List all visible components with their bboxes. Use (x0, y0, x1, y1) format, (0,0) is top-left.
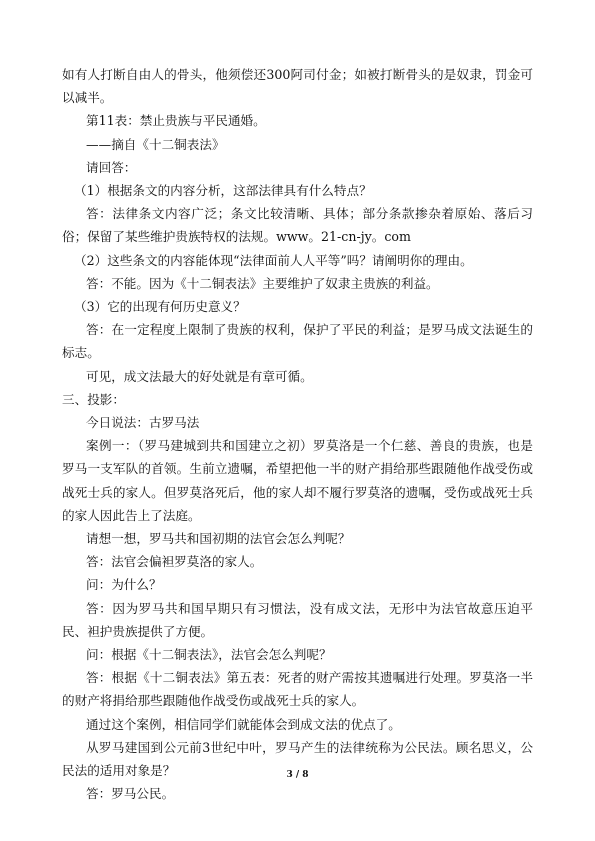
paragraph-civil-law: 从罗马建国到公元前3世纪中叶，罗马产生的法律统称为公民法。顾名思义，公民法的适用对象是？ (62, 739, 533, 779)
paragraph-think: 请想一想，罗马共和国初期的法官会怎么判呢？ (86, 531, 351, 547)
paragraph-summary: 通过这个案例，相信同学们就能体会到成文法的优点了。 (86, 716, 401, 732)
paragraph-4: 请回答： (86, 159, 137, 175)
answer-5: 答：因为罗马共和国早期只有习惯法，没有成文法，无形中为法官故意压迫平民、袒护贵族提供了方便。 (62, 600, 533, 639)
section-heading: 三、投影： (62, 391, 125, 407)
paragraph-case: 案例一：（罗马建城到共和国建立之初）罗莫洛是一个仁慈、善良的贵族，也是罗马一支军队的首领。生前立遗嘱，希望把他一半的财产捐给那些跟随他作战受伤或战死士兵的家人。但罗莫洛死后，他的家人却不履行罗莫洛的遗嘱，受伤或战死士兵的家人因此告上了法庭。 (62, 438, 533, 523)
paragraph-3: ——摘自《十二铜表法》 (86, 136, 225, 152)
paragraph-1: 如有人打断自由人的骨头，他须偿还300阿司付金；如被打断骨头的是奴隶，罚金可以减半。 (62, 67, 533, 106)
answer-3: 答：在一定程度上限制了贵族的权利，保护了平民的利益；是罗马成文法诞生的标志。 (62, 322, 533, 361)
answer-2: 答：不能。因为《十二铜表法》主要维护了奴隶主贵族的利益。 (86, 275, 439, 291)
question-2: （2）这些条文的内容能体现“法律面前人人平等”吗？请阐明你的理由。 (74, 252, 473, 268)
question-3: （3）它的出现有何历史意义？ (74, 299, 246, 315)
question-judge: 问：根据《十二铜表法》，法官会怎么判呢？ (86, 647, 332, 663)
answer-6: 答：根据《十二铜表法》第五表：死者的财产需按其遗嘱进行处理。罗莫洛一半的财产将捐给那些跟随他作战受伤或战死士兵的家人。 (62, 670, 533, 709)
page-number: 3 / 8 (286, 770, 309, 780)
answer-1: 答：法律条文内容广泛；条文比较清晰、具体；部分条款掺杂着原始、落后习俗；保留了某些维护贵族特权的法规。www。21-cn-jy。com (62, 206, 533, 245)
answer-4: 答：法官会偏袒罗莫洛的家人。 (86, 554, 263, 570)
paragraph-2: 第11表：禁止贵族与平民通婚。 (86, 113, 266, 129)
question-1: （1）根据条文的内容分析，这部法律具有什么特点？ (74, 183, 372, 199)
paragraph-topic: 今日说法：古罗马法 (86, 415, 200, 431)
question-why: 问：为什么？ (86, 577, 162, 593)
paragraph-conclusion: 可见，成文法最大的好处就是有章可循。 (86, 368, 313, 384)
answer-7: 答：罗马公民。 (86, 786, 175, 802)
